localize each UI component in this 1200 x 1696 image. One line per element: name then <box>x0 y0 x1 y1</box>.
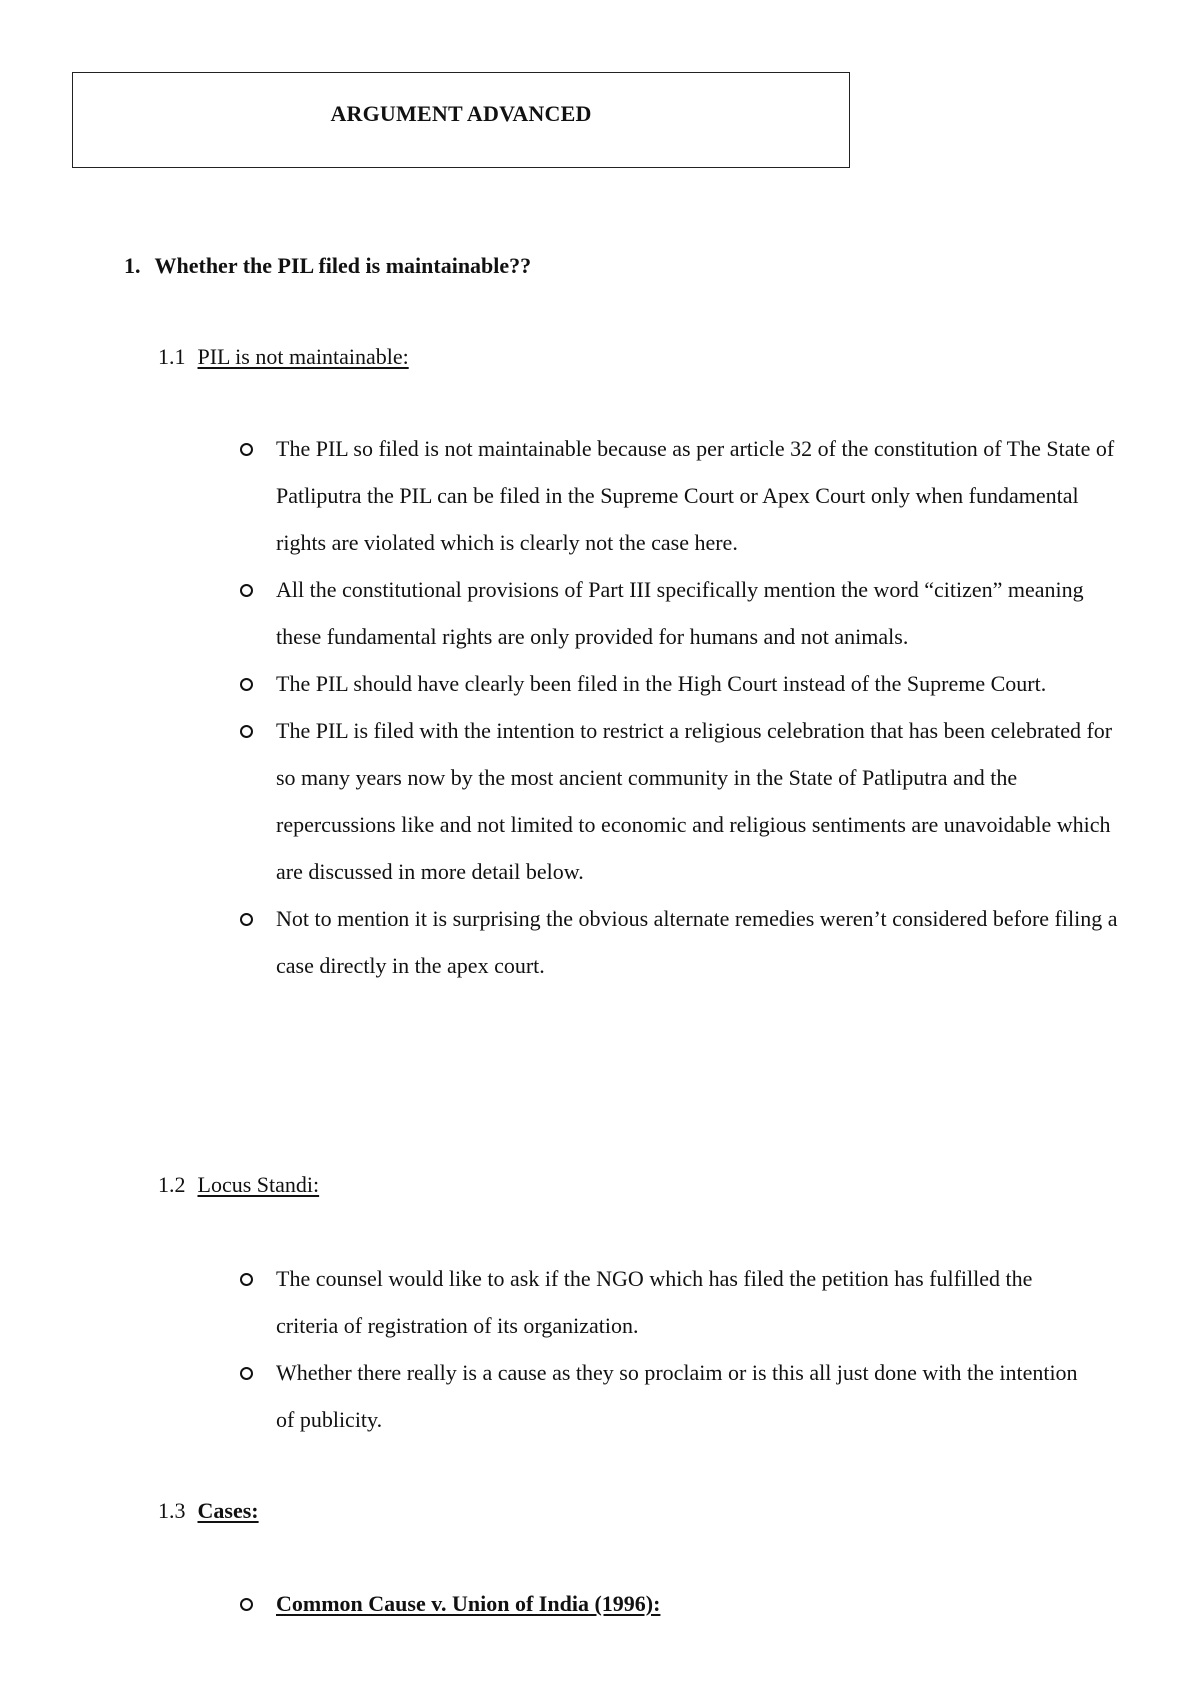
list-item <box>240 566 1120 660</box>
bullet-circle-icon <box>240 443 253 456</box>
document-title: ARGUMENT ADVANCED <box>330 101 592 126</box>
bullet-circle-icon <box>240 725 253 738</box>
section-1-2-number: 1.2 <box>158 1172 186 1197</box>
section-1-1-bullets <box>240 425 1120 989</box>
bullet-text: The PIL should have clearly been filed in the High Court instead of the Supreme Court. <box>276 671 1047 696</box>
bullet-text: The counsel would like to ask if the NGO which has filed the petition has fulfilled the criteria of registration of its organization. <box>276 1266 1033 1338</box>
section-1-3-bullets <box>240 1580 1080 1627</box>
title-box <box>72 72 850 168</box>
list-item <box>240 1580 1080 1627</box>
list-item <box>240 425 1120 566</box>
bullet-circle-icon <box>240 678 253 691</box>
case-title: Common Cause v. Union of India (1996): <box>276 1591 661 1616</box>
bullet-circle-icon <box>240 1367 253 1380</box>
bullet-text: The PIL is filed with the intention to restrict a religious celebration that has been celebrated for so many years now by the most ancient community in the State of Patliputra and the repercussions like and not limited to economic and religious sentiments are unavoidable which are discussed in more detail below. <box>276 718 1113 884</box>
bullet-circle-icon <box>240 1598 253 1611</box>
bullet-circle-icon <box>240 913 253 926</box>
bullet-text: The PIL so filed is not maintainable because as per article 32 of the constitution of The State of Patliputra the PIL can be filed in the Supreme Court or Apex Court only when fundamental rights are violated which is clearly not the case here. <box>276 436 1115 555</box>
section-1-2-label: Locus Standi: <box>197 1172 320 1197</box>
list-item <box>240 1349 1080 1443</box>
section-1-1-number: 1.1 <box>158 344 186 369</box>
section-1-1-label: PIL is not maintainable: <box>197 344 409 369</box>
list-item <box>240 895 1120 989</box>
bullet-text: Whether there really is a cause as they so proclaim or is this all just done with the intention of publicity. <box>276 1360 1078 1432</box>
list-item <box>240 707 1120 895</box>
bullet-circle-icon <box>240 1273 253 1286</box>
bullet-text: Not to mention it is surprising the obvious alternate remedies weren’t considered before filing a case directly in the apex court. <box>276 906 1118 978</box>
list-item <box>240 660 1120 707</box>
bullet-text: All the constitutional provisions of Part III specifically mention the word “citizen” meaning these fundamental rights are only provided for humans and not animals. <box>276 577 1084 649</box>
heading-1 <box>124 253 531 279</box>
section-1-3-heading <box>158 1498 259 1524</box>
heading-1-number: 1. <box>124 253 141 278</box>
list-item <box>240 1255 1080 1349</box>
section-1-3-number: 1.3 <box>158 1498 186 1523</box>
section-1-2-bullets <box>240 1255 1080 1443</box>
section-1-2-heading <box>158 1172 319 1198</box>
section-1-3-label: Cases: <box>197 1498 259 1523</box>
bullet-circle-icon <box>240 584 253 597</box>
section-1-1-heading <box>158 344 409 370</box>
heading-1-text: Whether the PIL filed is maintainable?? <box>154 253 532 278</box>
